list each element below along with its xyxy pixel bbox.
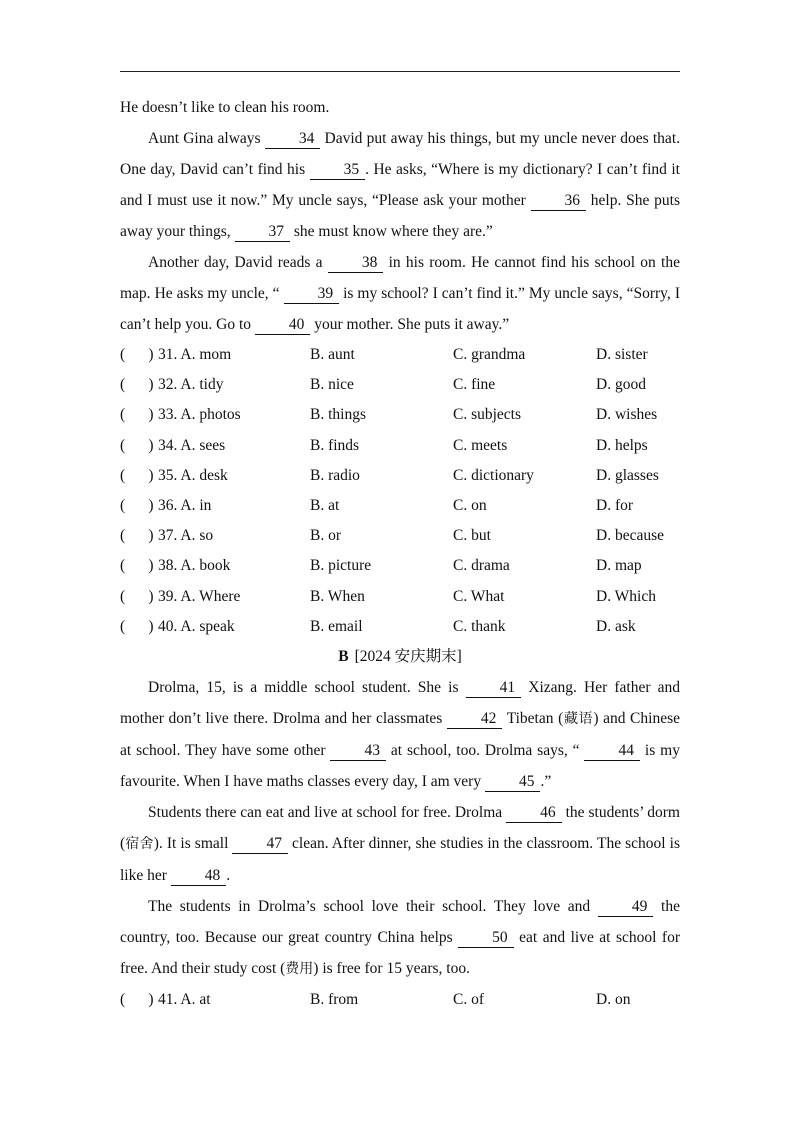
worksheet-content [120,92,680,1015]
header-rule [120,71,680,72]
question-row [120,400,680,430]
answer-blank-42[interactable]: 42 [447,710,503,729]
option-a: 35. A. desk [158,466,228,484]
option-c: C. subjects [453,406,522,424]
section-b-heading [120,642,680,672]
answer-paren[interactable]: ( ) [120,617,154,635]
option-d: D. helps [596,436,648,454]
answer-blank-36[interactable]: 36 [531,192,587,211]
option-c: C. drama [453,557,510,575]
option-b: B. aunt [310,346,355,364]
option-b: B. finds [310,436,360,454]
answer-blank-46[interactable]: 46 [506,804,562,823]
option-b: B. at [310,497,340,515]
option-c: C. grandma [453,346,526,364]
option-d: D. map [596,557,642,575]
section-b-source: [2024 安庆期末] [354,647,462,665]
option-c: C. dictionary [453,466,534,484]
question-list-a [120,340,680,642]
option-b: B. from [310,990,359,1008]
option-b: B. email [310,617,363,635]
option-d: D. Which [596,587,656,605]
option-a: 40. A. speak [158,617,235,635]
option-d: D. wishes [596,406,658,424]
option-a: 38. A. book [158,557,231,575]
option-c: C. on [453,497,487,515]
option-b: B. nice [310,376,354,394]
option-c: C. but [453,527,491,545]
question-row [120,551,680,581]
answer-blank-37[interactable]: 37 [235,223,291,242]
option-a: 32. A. tidy [158,376,224,394]
question-row [120,370,680,400]
answer-blank-50[interactable]: 50 [458,929,514,948]
option-a: 39. A. Where [158,587,241,605]
option-c: C. fine [453,376,496,394]
option-c: C. What [453,587,505,605]
answer-blank-44[interactable]: 44 [584,742,640,761]
answer-paren[interactable]: ( ) [120,587,154,605]
option-d: D. glasses [596,466,659,484]
option-b: B. radio [310,466,360,484]
option-b: B. When [310,587,365,605]
answer-blank-41[interactable]: 41 [466,679,522,698]
passage-a-paragraph-2: Another day, David reads a 38 in his room. He cannot find his school on the map. He asks my uncle, “ 39 is my school? I can’t find it.” My uncle says, “Sorry, I can’t help you. Go to 40 your mother. She puts it away.” [120,254,680,333]
answer-paren[interactable]: ( ) [120,466,154,484]
question-row [120,612,680,642]
option-d: D. good [596,376,646,394]
option-a: 37. A. so [158,527,214,545]
question-row [120,491,680,521]
option-a: 34. A. sees [158,436,226,454]
answer-blank-48[interactable]: 48 [171,867,227,886]
option-c: C. thank [453,617,506,635]
passage-a-continuation: He doesn’t like to clean his room. [120,99,330,116]
answer-blank-45[interactable]: 45 [485,773,541,792]
option-b: B. things [310,406,366,424]
answer-paren[interactable]: ( ) [120,406,154,424]
answer-blank-35[interactable]: 35 [310,161,366,180]
option-d: D. because [596,527,664,545]
question-row [120,521,680,551]
option-c: C. of [453,990,484,1008]
answer-paren[interactable]: ( ) [120,346,154,364]
answer-blank-47[interactable]: 47 [232,835,288,854]
question-list-b [120,985,680,1015]
passage-a-paragraph-1: Aunt Gina always 34 David put away his things, but my uncle never does that. One day, David can’t find his 35 . He asks, “Where is my dictionary? I can’t find it and I must use it now.” My uncle says, “Please ask your mother 36 help. She puts away your things, 37 she must know where they are.” [120,130,680,240]
option-d: D. ask [596,617,636,635]
option-a: 31. A. mom [158,346,232,364]
answer-blank-49[interactable]: 49 [598,898,654,917]
option-b: B. picture [310,557,372,575]
option-d: D. on [596,990,631,1008]
option-d: D. for [596,497,634,515]
answer-paren[interactable]: ( ) [120,527,154,545]
option-a: 33. A. photos [158,406,241,424]
option-a: 36. A. in [158,497,212,515]
passage-b-paragraph-1: Drolma, 15, is a middle school student. She is 41 Xizang. Her father and mother don’t live there. Drolma and her classmates 42 Tibetan (藏语) and Chinese at school. They have some other 43 at school, too. Drolma says, “ 44 is my favourite. When I have maths classes every day, I am very 45 .” [120,678,680,790]
answer-paren[interactable]: ( ) [120,436,154,454]
question-row [120,985,680,1015]
option-b: B. or [310,527,341,545]
question-row [120,461,680,491]
answer-blank-40[interactable]: 40 [255,316,311,335]
question-row [120,431,680,461]
question-row [120,582,680,612]
answer-paren[interactable]: ( ) [120,376,154,394]
option-d: D. sister [596,346,648,364]
answer-paren[interactable]: ( ) [120,497,154,515]
answer-blank-43[interactable]: 43 [330,742,386,761]
answer-paren[interactable]: ( ) [120,990,154,1008]
question-row [120,340,680,370]
option-c: C. meets [453,436,508,454]
passage-b-paragraph-2: Students there can eat and live at school for free. Drolma 46 the students’ dorm (宿舍). It is small 47 clean. After dinner, she studies in the classroom. The school is like her 48 . [120,803,681,884]
answer-paren[interactable]: ( ) [120,557,154,575]
section-b-label: B [338,647,349,665]
option-a: 41. A. at [158,990,211,1008]
answer-blank-38[interactable]: 38 [328,254,384,273]
passage-b-paragraph-3: The students in Drolma’s school love their school. They love and 49 the country, too. Because our great country China helps 50 eat and live at school for free. And their study cost (费用) is free for 15 years, too. [120,897,681,977]
answer-blank-34[interactable]: 34 [265,130,321,149]
answer-blank-39[interactable]: 39 [284,285,340,304]
